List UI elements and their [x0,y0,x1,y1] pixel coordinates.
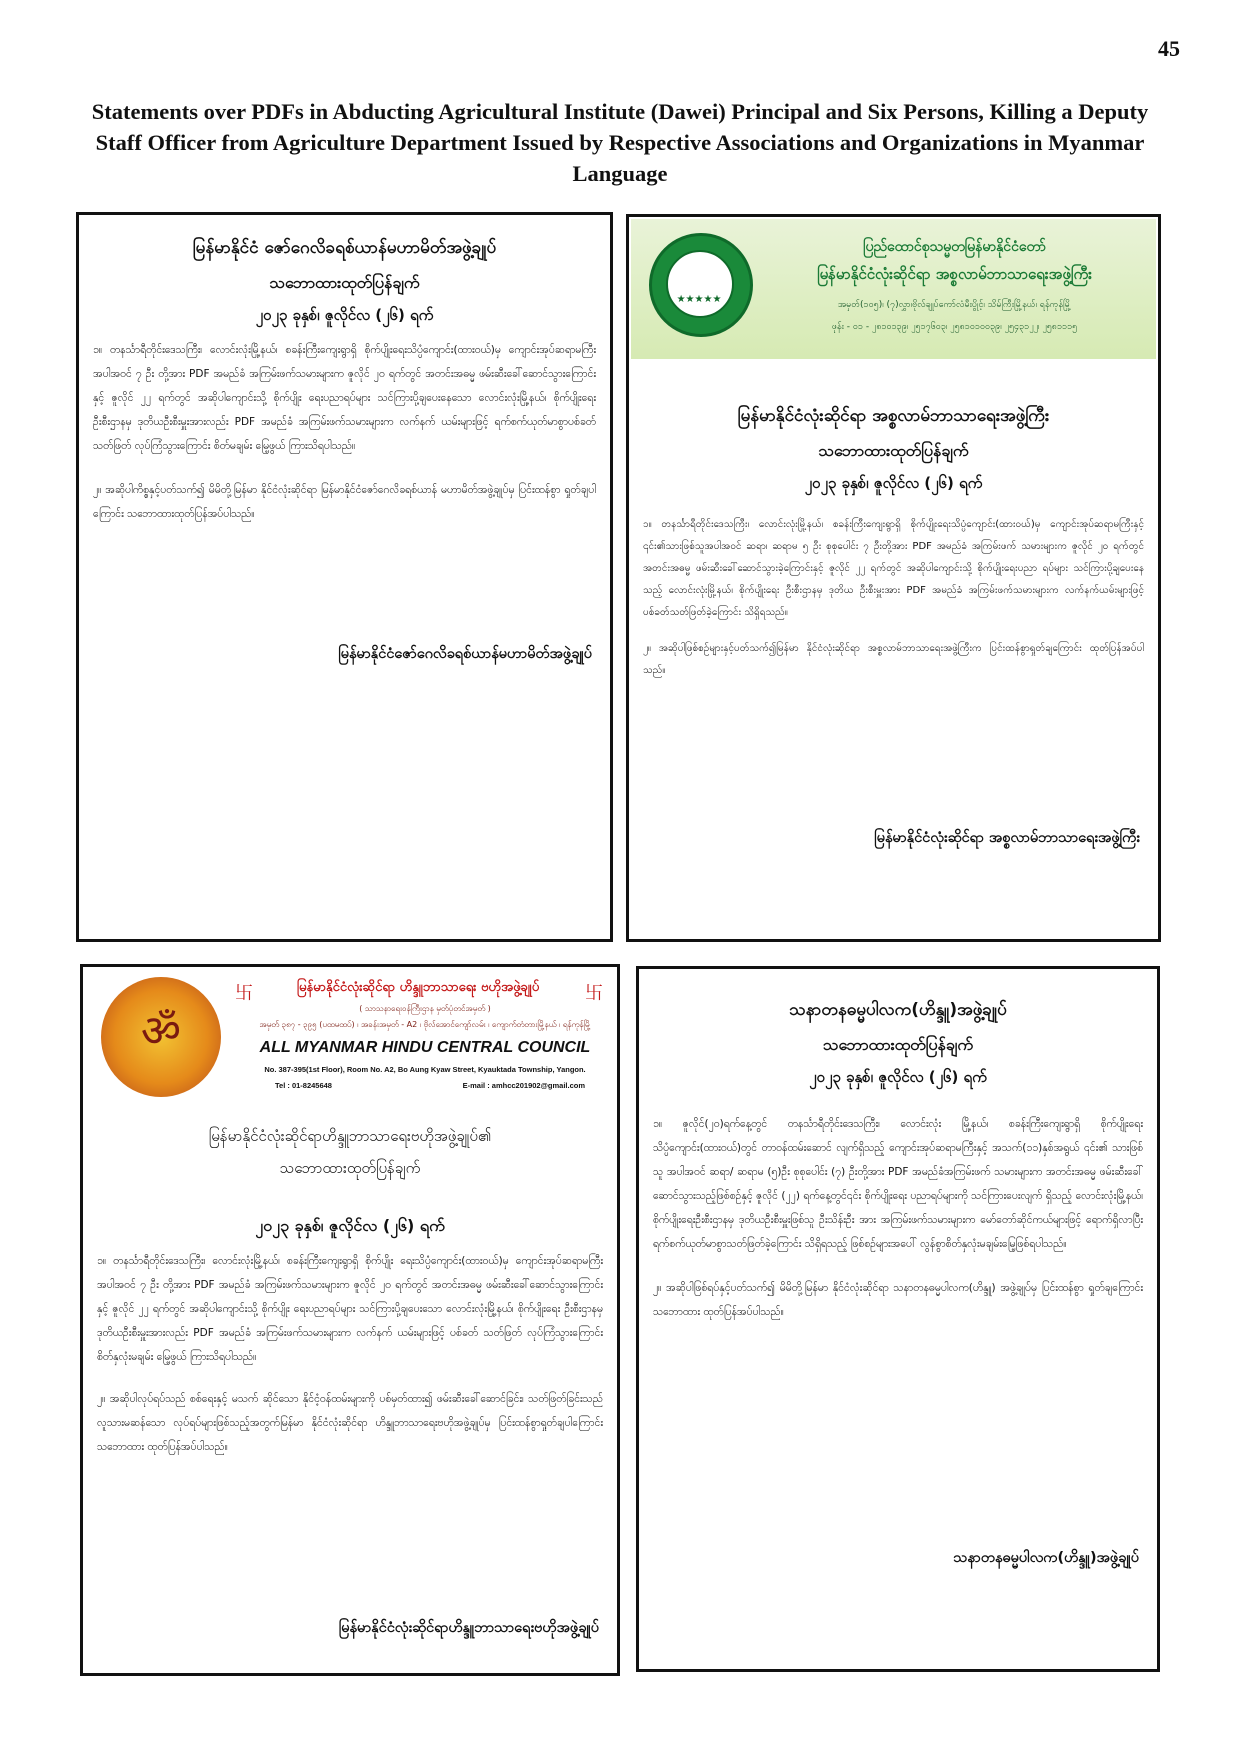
panel-heading: သနာတနဓမ္မပါလက(ဟိန္ဒူ)အဖွဲ့ချုပ် [789,1000,1007,1020]
om-icon: ॐ [140,1006,182,1057]
panel-heading: မြန်မာနိုင်ငံလုံးဆိုင်ရာဟိန္ဒူဘာသာရေးဗဟိုအဖွဲ့ချုပ်၏ [208,1127,492,1145]
statement-panel-hindu-central [80,964,620,1676]
banner-email: E-mail : amhcc201902@gmail.com [462,1081,585,1090]
page-title: Statements over PDFs in Abducting Agricultural Institute (Dawei) Principal and Six Persons, Killing a Deputy Staff Officer from Agriculture Department Issued by Respective Associations and Organizations in Myanmar Language [91,99,1149,186]
swastika-icon: 卐 [585,983,603,1004]
banner-telephone: Tel : 01-8245648 [275,1081,332,1090]
paragraph-1: ၁။ တနင်္သာရီတိုင်းဒေသကြီး၊ လောင်းလုံးမြို့နယ်၊ စခန်းကြီးကျေးရွာရှိ စိုက်ပျိုး ရေးသိပ္ပံကျောင်း(ထားဝယ်)မှ ကျောင်းအုပ်ဆရာမကြီး အပါအဝင် ၇ ဦး တို့အား PDF အမည်ခံ အကြမ်းဖက်သမားများက ဇူလိုင် ၂၀ ရက်တွင် အတင်းအဓမ္မ ဖမ်းဆီးခေါ်ဆောင်သွားကြောင်းနှင့် ဇူလိုင် ၂၂ ရက်တွင် အဆိုပါကျောင်းသို့ စိုက်ပျိုး ရေးပညာရပ်များ သင်ကြားပို့ချပေးသော လောင်းလုံးမြို့နယ်၊ စိုက်ပျိုးရေး ဦးစီးဌာနမှ ဒုတိယဦးစီးမှူးအားလည်း PDF အမည်ခံ အကြမ်းဖက်သမားများက လက်နက် ယမ်းများဖြင့် ပစ်ခတ် သတ်ဖြတ် လုပ်ကြံသွားကြောင်း စိတ်နှလုံးမချမ်း မြေ့ဖွယ် ကြားသိရပါသည်။ [97,1255,603,1363]
paragraph-2: ၂။ အဆိုပါဖြစ်ရပ်နှင့်ပတ်သက်၍ မိမိတို့မြန်မာ နိုင်ငံလုံးဆိုင်ရာ သနာတနဓမ္မပါလက(ဟိန္ဒူ) အဖွဲ့ချုပ်မှ ပြင်းထန်စွာ ရှုတ်ချကြောင်း သဘောထား ထုတ်ပြန်အပ်ပါသည်။ [653,1282,1143,1318]
statement-panel-sanatana [636,966,1160,1672]
signature: မြန်မာနိုင်ငံလုံးဆိုင်ရာ အစ္စလာမ်ဘာသာရေးအဖွဲ့ကြီး [874,830,1140,846]
banner-myanmar-address: အမှတ် ၃၈၇ - ၃၉၅ (ပထမထပ်) ၊ အခန်းအမှတ် - A2 ၊ ဗိုလ်အောင်ကျော်လမ်း ၊ ကျောက်တံတားမြို့နယ် ၊ ရန်ကုန်မြို့ [259,1020,591,1029]
banner-line-1: ပြည်ထောင်စုသမ္မတမြန်မာနိုင်ငံတော် [863,239,1046,255]
panel-subheading: သဘောထားထုတ်ပြန်ချက် [279,1159,421,1177]
islamic-council-seal-icon: ★★★★★ [649,233,753,337]
paragraph-1: ၁။ ဇူလိုင်(၂၀)ရက်နေ့တွင် တနင်္သာရီတိုင်းဒေသကြီး၊ လောင်းလုံး မြို့နယ်၊ စခန်းကြီးကျေးရွာရှိ စိုက်ပျိုးရေးသိပ္ပံကျောင်း(ထားဝယ်)တွင် တာဝန်ထမ်းဆောင် လျက်ရှိသည့် ကျောင်းအုပ်ဆရာမကြီးနှင့် အသက်(၁၁)နှစ်အရွယ် ၎င်း၏ သားဖြစ်သူ အပါအဝင် ဆရာ/ ဆရာမ (၅)ဦး စုစုပေါင်း (၇) ဦးတို့အား PDF အမည်ခံအကြမ်းဖက် သမားများက အတင်းအဓမ္မ ဖမ်းဆီးခေါ်ဆောင်သွားသည့်ဖြစ်စဉ်နှင့် ဇူလိုင် (၂၂) ရက်နေ့တွင်၎င်း စိုက်ပျိုးရေး ပညာရပ်များကို သင်ကြားပေးလျက် ရှိသည့် လောင်းလုံးမြို့နယ်၊ စိုက်ပျိုးရေးဦးစီးဌာနမှ ဒုတိယဦးစီးမှူးဖြစ်သူ ဦးသိန်းဦး အား အကြမ်းဖက်သမားများက မော်တော်ဆိုင်ကယ်များဖြင့် ရောက်ရှိလာပြီး ရက်စက်ယုတ်မာစွာသတ်ဖြတ်ခဲ့ကြောင်း သိရှိရသည့် ဖြစ်စဉ်များအပေါ် လွန်စွာစိတ်နှလုံးမချမ်းမြေ့ဖြစ်ရပါသည်။ [653,1118,1143,1250]
banner-line-2: မြန်မာနိုင်ငံလုံးဆိုင်ရာ အစ္စလာမ်ဘာသာရေးအဖွဲ့ကြီး [817,265,1092,283]
banner-myanmar-name: မြန်မာနိုင်ငံလုံးဆိုင်ရာ ဟိန္ဒူဘာသာရေး ဗဟိုအဖွဲ့ချုပ် [296,980,540,995]
banner-english-name: ALL MYANMAR HINDU CENTRAL COUNCIL [259,1039,591,1056]
signature: မြန်မာနိုင်ငံလုံးဆိုင်ရာဟိန္ဒူဘာသာရေးဗဟိုအဖွဲ့ချုပ် [338,1620,599,1636]
paragraph-2: ၂။ အဆိုပါဖြစ်စဉ်များနှင့်ပတ်သက်၍မြန်မာ နိုင်ငံလုံးဆိုင်ရာ အစ္စလာမ်ဘာသာရေးအဖွဲ့ကြီးက ပြင်းထန်စွာရှုတ်ချကြောင်း ထုတ်ပြန်အပ်ပါ သည်။ [643,643,1144,676]
page-number: 45 [1158,36,1180,61]
banner-registration: ( သာသနာရေးဝန်ကြီးဌာန မှတ်ပုံတင်အမှတ် ) [359,1004,491,1013]
paragraph-2: ၂။ အဆိုပါကိစ္စနှင့်ပတ်သက်၍ မိမိတို့မြန်မာ နိုင်ငံလုံးဆိုင်ရာ မြန်မာနိုင်ငံဇော်ဂေလိခရစ်ယာန် မဟာမိတ်အဖွဲ့ချုပ်မှ ပြင်းထန်စွာ ရှုတ်ချပါကြောင်း သဘောထားထုတ်ပြန်အပ်ပါသည်။ [93,484,596,520]
swastika-icon: 卐 [235,983,253,1004]
banner-address: အမှတ်(၁၀၅)၊ (၇)လွှာ၊ဗိုလ်ချုပ်ကော်လံမီးပွိုင့်၊ သိမ်ကြီးမြို့နယ်၊ ရန်ကုန်မြို့ [837,300,1072,310]
panel-date: ၂၀၂၃ ခုနှစ်၊ ဇူလိုင်လ (၂၆) ရက် [809,1068,987,1086]
islamic-council-banner [631,219,1156,359]
signature: မြန်မာနိုင်ငံဇော်ဂေလိခရစ်ယာန်မဟာမိတ်အဖွဲ့ချုပ် [338,646,592,662]
statement-panel-islamic [626,214,1161,942]
signature: သနာတနဓမ္မပါလက(ဟိန္ဒူ)အဖွဲ့ချုပ် [953,1550,1139,1566]
panel-subheading: သဘောထားထုတ်ပြန်ချက် [818,441,969,460]
panel-date: ၂၀၂၃ ခုနှစ်၊ ဇူလိုင်လ (၂၆) ရက် [255,306,434,324]
paragraph-2: ၂။ အဆိုပါလုပ်ရပ်သည် စစ်ရေးနှင့် မသက် ဆိုင်သော နိုင်ငံ့ဝန်ထမ်းများကို ပစ်မှတ်ထား၍ ဖမ်းဆီးခေါ်ဆောင်ခြင်း၊ သတ်ဖြတ်ခြင်းသည် လူသားမဆန်သော လုပ်ရပ်များဖြစ်သည့်အတွက်မြန်မာ နိုင်ငံလုံးဆိုင်ရာ ဟိန္ဒူဘာသာရေးဗဟိုအဖွဲ့ချုပ်မှ ပြင်းထန်စွာရှုတ်ချပါကြောင်း သဘောထား ထုတ်ပြန်အပ်ပါသည်။ [97,1393,603,1453]
paragraph-1: ၁။ တနင်္သာရီတိုင်းဒေသကြီး၊ လောင်းလုံးမြို့နယ်၊ စခန်းကြီးကျေးရွာရှိ စိုက်ပျိုးရေးသိပ္ပံကျောင်း(ထားဝယ်)မှ ကျောင်းအုပ်ဆရာမကြီးနှင့် ၎င်း၏သားဖြစ်သူအပါအဝင် ဆရာ၊ ဆရာမ ၅ ဦး စုစုပေါင်း ၇ ဦးတို့အား PDF အမည်ခံ အကြမ်းဖက် သမားများက ဇူလိုင် ၂၀ ရက်တွင် အတင်းအဓမ္မ ဖမ်းဆီးခေါ်ဆောင်သွားခဲ့ကြောင်းနှင့် ဇူလိုင် ၂၂ ရက်တွင် အဆိုပါကျောင်းသို့ စိုက်ပျိုးရေးပညာ ရပ်များ သင်ကြားပို့ချပေးနေသည့် လောင်းလုံးမြို့နယ်၊ စိုက်ပျိုးရေး ဦးစီးဌာနမှ ဒုတိယ ဦးစီးမှူးအား PDF အမည်ခံ အကြမ်းဖက်သမားများက လက်နက်ယမ်းများဖြင့် ပစ်ခတ်သတ်ဖြတ်ခဲ့ကြောင်း သိရှိရသည်။ [643,519,1145,618]
panel-heading: မြန်မာနိုင်ငံ ဇော်ဂေလိခရစ်ယာန်မဟာမိတ်အဖွဲ့ချုပ် [192,238,497,258]
panel-heading: မြန်မာနိုင်ငံလုံးဆိုင်ရာ အစ္စလာမ်ဘာသာရေးအဖွဲ့ကြီး [737,406,1050,426]
banner-phone: ဖုန်း - ၀၁ - ၂၈၁၀၁၃၉၊ ၂၅၁၇၆၀၃၊ ၂၅၈၁၀၁၀၀၃၉၊ ၂၅၄၃၁၂၂၊ ၂၅၈၁၁၁၅ [831,322,1078,332]
paragraph-1: ၁။ တနင်္သာရီတိုင်းဒေသကြီး၊ လောင်းလုံးမြို့နယ်၊ စခန်းကြီးကျေးရွာရှိ စိုက်ပျိုးရေးသိပ္ပံကျောင်း(ထားဝယ်)မှ ကျောင်းအုပ်ဆရာမကြီး အပါအဝင် ၇ ဦး တို့အား PDF အမည်ခံ အကြမ်းဖက်သမားများက ဇူလိုင် ၂၀ ရက်တွင် အတင်းအဓမ္မ ဖမ်းဆီးခေါ်ဆောင်သွားကြောင်းနှင့် ဇူလိုင် ၂၂ ရက်တွင် အဆိုပါကျောင်းသို့ စိုက်ပျိုး ရေးပညာရပ်များ သင်ကြားပို့ချပေးနေသော လောင်းလုံးမြို့နယ်၊ စိုက်ပျိုးရေး ဦးစီးဌာနမှ ဒုတိယဦးစီးမှူးအားလည်း PDF အမည်ခံ အကြမ်းဖက်သမားများက လက်နက် ယမ်းများဖြင့် ရက်စက်ယုတ်မာစွာပစ်ခတ် သတ်ဖြတ် လုပ်ကြံသွားကြောင်း စိတ်မချမ်း မြေ့ဖွယ် ကြားသိရပါသည်။ [93,344,596,452]
panel-subheading: သဘောထားထုတ်ပြန်ချက် [823,1035,973,1054]
banner-english-address: No. 387-395(1st Floor), Room No. A2, Bo Aung Kyaw Street, Kyauktada Township, Yangon. [264,1065,586,1074]
panel-date: ၂၀၂၃ ခုနှစ်၊ ဇူလိုင်လ (၂၆) ရက် [255,1216,445,1235]
panel-subheading: သဘောထားထုတ်ပြန်ချက် [269,273,420,292]
hindu-council-banner [85,969,615,1107]
panel-date: ၂၀၂၃ ခုနှစ်၊ ဇူလိုင်လ (၂၆) ရက် [804,474,983,492]
statement-panel-zaogaeli [76,212,613,942]
